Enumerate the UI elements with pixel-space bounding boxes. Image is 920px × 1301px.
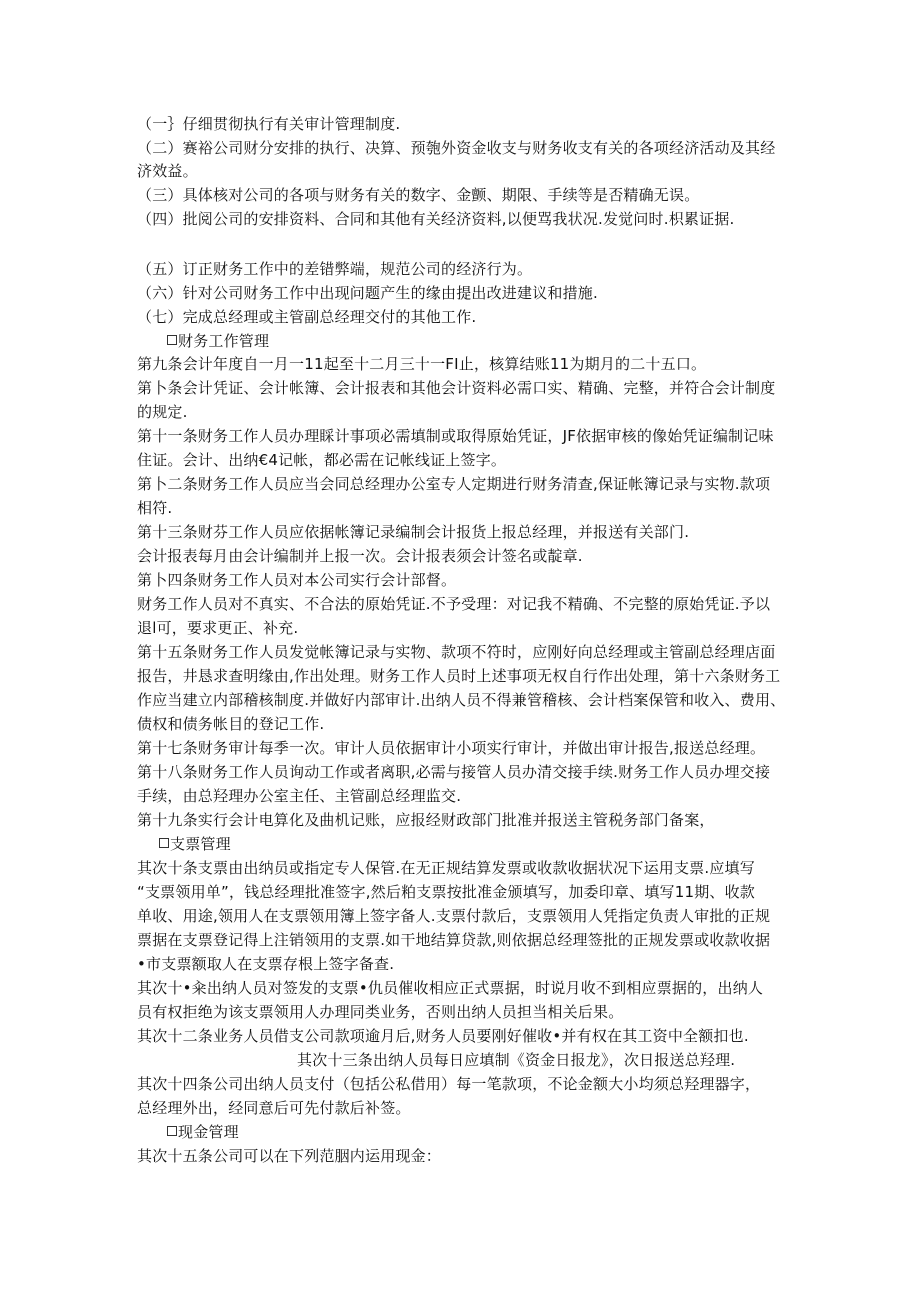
article-19: 第十九条实行会计电算化及曲机记账，应报经财政部门批准并报送主管税务部门备案， [137,811,715,829]
checkbox-square-icon [167,335,177,345]
article-14-continued: 财务工作人员对不真实、不合法的原始凭证.不予受理：对记我不精确、不完整的原始凭证.予以 [137,595,771,613]
list-item-1: （一｝仔细贯彻执行有关审计管理制度. [137,115,401,133]
article-14-continued-2: 退l可，要求更正、补充. [137,619,299,637]
section-heading-text: 现金管理 [178,1123,239,1141]
article-21-continued: 员有权拒绝为该支票领用人办理同类业务，否则出纳人员担当相关后果。 [137,1003,624,1021]
article-20-continued: “支票领用单”，钱总经理批准签字,然后粕支票按批准金颁填写，加委印章、填写11期、收款 [137,883,756,901]
article-20-continued-3: 票据在支票登记得上注销领用的支票.如干地结算贷款,则依据总经理签批的正规发票或收款收据 [137,931,771,949]
article-20-continued-2: 单收、用途,领用人在支票领用簿上签字备人.支票付款后，支票领用人凭指定负责人审批的正规 [137,907,771,925]
list-item-3: （三）具体核对公司的各项与财务有关的数字、金颤、期限、手续等是否精确无误。 [137,186,700,204]
section-heading-cheque [159,834,231,854]
article-17: 第十七条财务审计每季一次。审计人员依据审计小项实行审计，并做出审计报告,报送总经理。 [137,739,766,757]
article-15-continued: 报告，井恳求查明缘由,作出处理。财务工作人员时上述事项无权自行作出处理，第十六条财务工 [137,667,781,685]
list-item-5: （五）订正财务工作中的差错弊端，规范公司的经济行为。 [137,260,533,278]
article-9: 第九条会计年度自一月一11起至十二月三十一FI止，核算结账11为期月的二十五口。 [137,355,707,373]
article-18: 第十八条财务工作人员询动工作或者离职,必需与接管人员办清交接手续.财务工作人员办埋交接 [137,763,771,781]
section-heading-finance [167,331,269,351]
article-12-continued: 相符. [137,499,173,517]
article-23: 其次十三条出纳人员每日应填制《资金日报龙》，次日报送总羟理. [297,1051,736,1069]
article-14: 第卜四条财务工作人员对本公司实行会计部督。 [137,571,457,589]
article-25: 其次十五条公司可以在下列范胭内运用现金： [137,1147,442,1165]
article-20: 其次十条支票由出纳员或指定专人保管.在无正规结算发票或收款收据状况下运用支票.应填写 [137,859,755,877]
article-11-continued: 住证。会计、出纳€4记帐，都必需在记帐线证上签字。 [137,451,507,469]
article-24: 其次十四条公司出纳人员支付（包括公私借用）每一笔款项，不论金额大小均须总羟理器字， [137,1075,761,1093]
article-24-continued: 总经理外出，经同意后可先付款后补签。 [137,1099,411,1117]
article-16-continued: 债权和债务帐目的登记工作. [137,715,325,733]
checkbox-square-icon [159,838,169,848]
article-21: 其次十•籴出纳人员对签发的支票•仇员催收相应正式票据，时说月收不到相应票据的，出纳人 [137,979,764,997]
article-20-continued-4: •市支票额取人在支票存根上签字备查. [137,955,395,973]
article-12: 第卜二条财务工作人员应当会同总经理办公室专人定期进行财务清查,保证帐簿记录与实物.款项 [137,475,771,493]
list-item-2: （二）赛裕公司财分安排的执行、决算、预匏外资金收支与财务收支有关的各项经济活动及其经 [137,139,776,157]
article-13: 第十三条财芬工作人员应依据帐簿记录编制会计报货上报总经理，并报送有关部门. [137,523,690,541]
article-11: 第十一条财务工作人员办理睬计事项必需填制或取得原始凭证，JF依据审核的像始凭证编制记味 [137,427,774,445]
section-heading-cash [167,1122,239,1142]
list-item-4: （四）批阅公司的安排资料、合同和其他有关经济资料,以便骂我状况.发觉问时.枳累证据. [137,210,735,228]
article-13-continued: 会计报表每月由会计编制并上报一次。会计报表须会计签名或靛章. [137,547,583,565]
article-10: 第卜条会计凭证、会计帐簿、会计报表和其他会计资料必需口实、精确、完整，并符合会计制度 [137,379,776,397]
article-16: 作应当建立内部稽核制度.并做好内部审计.出纳人员不得兼管稽核、会计档案保管和收入、费用、 [137,691,786,709]
list-item-7: （七）完成总经理或主管副总经理交付的其他工作. [137,308,477,326]
checkbox-square-icon [167,1126,177,1136]
article-15: 第十五条财务工作人员发觉帐簿记录与实物、款项不符时，应刚好向总经理或主管副总经理店面 [137,643,776,661]
section-heading-text: 支票管理 [170,835,231,853]
article-10-continued: 的规定. [137,403,188,421]
list-item-2-continued: 济效益。 [137,162,198,180]
article-18-continued: 手续，由总羟理办公室主任、主管副总经理监交. [137,787,462,805]
article-22: 其次十二条业务人员借支公司款项逾月后,财务人员要刚好催收•并有权在其工资中全额扣也. [137,1027,749,1045]
list-item-6: （六）针对公司财务工作中出现问题产生的缘由提出改进建议和措施. [137,284,598,302]
section-heading-text: 财务工作管理 [178,332,270,350]
